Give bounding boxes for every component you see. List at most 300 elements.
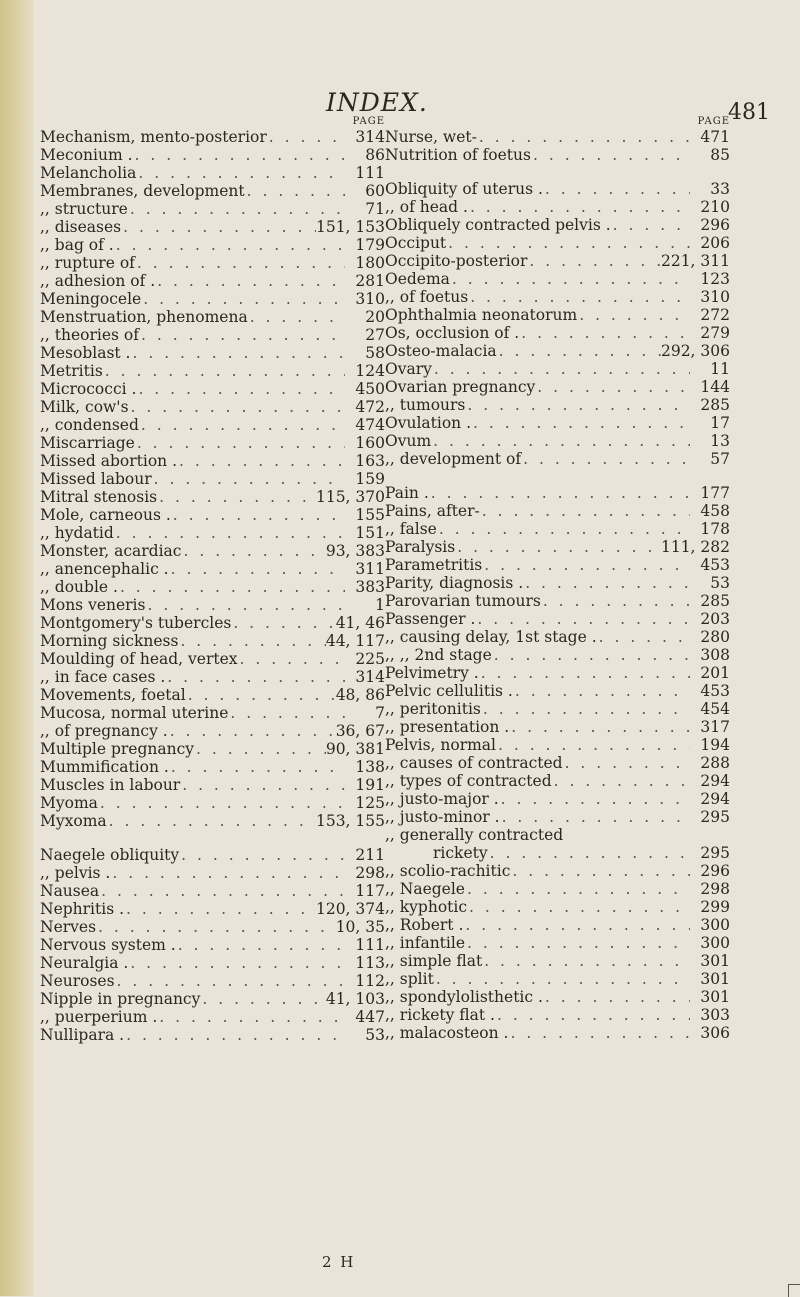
index-page-refs: 112 bbox=[355, 972, 385, 990]
dot-leader bbox=[168, 722, 336, 740]
index-entry bbox=[40, 972, 385, 990]
dot-leader bbox=[488, 844, 690, 862]
index-entry bbox=[40, 344, 385, 362]
dot-leader bbox=[611, 216, 690, 234]
index-page-refs: 151, 153 bbox=[315, 218, 385, 236]
index-entry bbox=[40, 740, 385, 758]
index-term: Obliquely contracted pelvis . bbox=[385, 216, 611, 234]
dot-leader bbox=[128, 200, 345, 218]
dot-leader bbox=[467, 898, 690, 916]
index-entry bbox=[385, 360, 730, 378]
index-page-refs: 314 bbox=[355, 668, 385, 686]
index-page-refs: 311 bbox=[355, 560, 385, 578]
index-page-refs: 450 bbox=[355, 380, 385, 398]
index-page-refs: 53 bbox=[365, 1026, 385, 1044]
index-page-refs: 285 bbox=[700, 592, 730, 610]
index-entry bbox=[40, 254, 385, 272]
dot-leader bbox=[523, 574, 690, 592]
index-page-refs: 53 bbox=[710, 574, 730, 592]
index-term: Pelvis, normal bbox=[385, 736, 497, 754]
index-entry bbox=[385, 128, 730, 146]
index-term: Ovum bbox=[385, 432, 432, 450]
index-entry bbox=[40, 918, 385, 936]
dot-leader bbox=[552, 772, 690, 790]
index-entry bbox=[385, 808, 730, 826]
index-term: Pain . bbox=[385, 484, 429, 502]
index-page-refs: 298 bbox=[355, 864, 385, 882]
index-entry bbox=[40, 542, 385, 560]
index-term: ,, in face cases . bbox=[40, 668, 166, 686]
index-entry bbox=[385, 988, 730, 1006]
index-entry bbox=[385, 306, 730, 324]
dot-leader bbox=[510, 862, 690, 880]
page-number: 481 bbox=[728, 100, 770, 125]
index-term: Nausea bbox=[40, 882, 100, 900]
index-entry bbox=[40, 864, 385, 882]
index-entry bbox=[40, 236, 385, 254]
index-entry bbox=[385, 198, 730, 216]
index-page-refs: 155 bbox=[355, 506, 385, 524]
dot-leader bbox=[465, 880, 690, 898]
index-term: Mechanism, mento-posterior bbox=[40, 128, 267, 146]
index-term: ,, hydatid bbox=[40, 524, 114, 542]
index-page-refs: 120, 374 bbox=[315, 900, 385, 918]
dot-leader bbox=[194, 740, 326, 758]
letter-section-gap bbox=[40, 830, 385, 846]
dot-leader bbox=[248, 308, 345, 326]
index-term: Missed abortion . bbox=[40, 452, 178, 470]
index-term: Missed labour bbox=[40, 470, 152, 488]
index-page-refs: 111, 282 bbox=[660, 538, 730, 556]
index-entry bbox=[385, 324, 730, 342]
dot-leader bbox=[155, 272, 345, 290]
dot-leader bbox=[179, 846, 345, 864]
index-page-refs: 300 bbox=[700, 934, 730, 952]
index-entry bbox=[40, 776, 385, 794]
dot-leader bbox=[482, 952, 690, 970]
dot-leader bbox=[176, 936, 345, 954]
index-term: Miscarriage bbox=[40, 434, 135, 452]
letter-section-gap bbox=[385, 468, 730, 484]
index-page-refs: 301 bbox=[700, 988, 730, 1006]
index-term: ,, anencephalic . bbox=[40, 560, 169, 578]
index-page-refs: 211 bbox=[355, 846, 385, 864]
index-entry bbox=[40, 560, 385, 578]
index-entry bbox=[40, 182, 385, 200]
dot-leader bbox=[177, 452, 345, 470]
index-entry bbox=[385, 378, 730, 396]
index-page-refs: 123 bbox=[700, 270, 730, 288]
index-term: Osteo-malacia bbox=[385, 342, 497, 360]
index-entry bbox=[385, 898, 730, 916]
dot-leader bbox=[465, 934, 690, 952]
index-entry bbox=[385, 664, 730, 682]
index-term: ,, Robert . bbox=[385, 916, 464, 934]
dot-leader bbox=[228, 704, 345, 722]
dot-leader bbox=[497, 342, 661, 360]
index-entry bbox=[40, 936, 385, 954]
dot-leader bbox=[135, 434, 345, 452]
dot-leader bbox=[465, 396, 690, 414]
index-page-refs: 203 bbox=[700, 610, 730, 628]
index-page-refs: 285 bbox=[700, 396, 730, 414]
index-entry bbox=[40, 882, 385, 900]
dot-leader bbox=[499, 790, 690, 808]
index-entry bbox=[385, 288, 730, 306]
index-entry bbox=[385, 502, 730, 520]
index-entry bbox=[40, 596, 385, 614]
index-term: Mole, carneous . bbox=[40, 506, 171, 524]
index-page-refs: 11 bbox=[710, 360, 730, 378]
index-page-refs: 111 bbox=[355, 164, 385, 182]
index-term: ,, presentation . bbox=[385, 718, 510, 736]
index-entry bbox=[40, 812, 385, 830]
index-entry bbox=[40, 380, 385, 398]
dot-leader bbox=[186, 686, 336, 704]
index-entry bbox=[385, 862, 730, 880]
index-page-refs: 20 bbox=[365, 308, 385, 326]
index-page-refs: 124 bbox=[355, 362, 385, 380]
dot-leader bbox=[157, 488, 316, 506]
index-term: Melancholia bbox=[40, 164, 137, 182]
index-entry bbox=[40, 722, 385, 740]
index-page-refs: 44, 117 bbox=[325, 632, 385, 650]
dot-leader bbox=[103, 362, 345, 380]
index-page-refs: 299 bbox=[700, 898, 730, 916]
page-title: INDEX. bbox=[326, 88, 428, 117]
dot-leader bbox=[169, 560, 345, 578]
dot-leader bbox=[99, 882, 345, 900]
index-page-refs: 144 bbox=[700, 378, 730, 396]
dot-leader bbox=[535, 378, 690, 396]
index-entry bbox=[385, 180, 730, 198]
index-entry bbox=[385, 216, 730, 234]
index-entry bbox=[385, 826, 730, 844]
index-page-refs: 301 bbox=[700, 952, 730, 970]
dot-leader bbox=[463, 916, 690, 934]
index-entry bbox=[40, 900, 385, 918]
index-entry bbox=[385, 646, 730, 664]
dot-leader bbox=[178, 632, 325, 650]
index-term: ,, causing delay, 1st stage . bbox=[385, 628, 597, 646]
index-term: Movements, foetal bbox=[40, 686, 186, 704]
index-page-refs: 296 bbox=[700, 216, 730, 234]
dot-leader bbox=[468, 288, 690, 306]
index-term: Paralysis bbox=[385, 538, 456, 556]
index-page-refs: 310 bbox=[355, 290, 385, 308]
dot-leader bbox=[446, 234, 690, 252]
index-column-left bbox=[40, 116, 385, 1044]
dot-leader bbox=[513, 682, 690, 700]
index-page-refs: 303 bbox=[700, 1006, 730, 1024]
index-entry bbox=[40, 200, 385, 218]
index-term: Ophthalmia neonatorum bbox=[385, 306, 578, 324]
index-entry bbox=[40, 650, 385, 668]
index-page-refs: 58 bbox=[365, 344, 385, 362]
index-entry bbox=[40, 362, 385, 380]
index-term: ,, double . bbox=[40, 578, 118, 596]
index-page-refs: 458 bbox=[700, 502, 730, 520]
dot-leader bbox=[482, 556, 690, 574]
index-page-refs: 272 bbox=[700, 306, 730, 324]
index-entry bbox=[385, 844, 730, 862]
index-entry bbox=[385, 880, 730, 898]
index-page-refs: 163 bbox=[355, 452, 385, 470]
index-page-refs: 153, 155 bbox=[315, 812, 385, 830]
crop-corner-mark bbox=[788, 1284, 800, 1297]
index-entry bbox=[385, 934, 730, 952]
index-page-refs: 201 bbox=[700, 664, 730, 682]
index-entry bbox=[385, 772, 730, 790]
index-entry bbox=[40, 218, 385, 236]
index-entry bbox=[40, 398, 385, 416]
index-term: Milk, cow's bbox=[40, 398, 129, 416]
dot-leader bbox=[128, 954, 345, 972]
index-term: ,, infantile bbox=[385, 934, 465, 952]
index-entry bbox=[40, 668, 385, 686]
dot-leader bbox=[495, 1006, 690, 1024]
index-term: Nerves bbox=[40, 918, 97, 936]
index-page-refs: 7 bbox=[375, 704, 385, 722]
index-page-refs: 294 bbox=[700, 772, 730, 790]
dot-leader bbox=[531, 146, 690, 164]
index-term: Mummification . bbox=[40, 758, 169, 776]
dot-leader bbox=[508, 1024, 690, 1042]
dot-leader bbox=[157, 1008, 345, 1026]
index-entry bbox=[385, 252, 730, 270]
index-entry bbox=[40, 146, 385, 164]
index-term: ,, puerperium . bbox=[40, 1008, 158, 1026]
index-entry bbox=[40, 326, 385, 344]
dot-leader bbox=[152, 470, 345, 488]
index-entry bbox=[385, 736, 730, 754]
index-entry bbox=[385, 700, 730, 718]
dot-leader bbox=[597, 628, 690, 646]
index-term: ,, ,, 2nd stage bbox=[385, 646, 492, 664]
index-term: Oedema bbox=[385, 270, 450, 288]
index-term: rickety bbox=[433, 844, 488, 862]
index-page-refs: 117 bbox=[355, 882, 385, 900]
dot-leader bbox=[121, 218, 316, 236]
index-page-refs: 301 bbox=[700, 970, 730, 988]
index-entry bbox=[40, 990, 385, 1008]
index-term: ,, rupture of bbox=[40, 254, 135, 272]
page-column-label: PAGE bbox=[697, 116, 730, 127]
index-term: Micrococci . bbox=[40, 380, 137, 398]
index-page-refs: 210 bbox=[700, 198, 730, 216]
dot-leader bbox=[135, 254, 345, 272]
dot-leader bbox=[181, 542, 325, 560]
dot-leader bbox=[468, 198, 690, 216]
index-entry bbox=[385, 538, 730, 556]
index-entry bbox=[385, 146, 730, 164]
index-term: Myoma bbox=[40, 794, 98, 812]
index-term: Moulding of head, vertex bbox=[40, 650, 238, 668]
dot-leader bbox=[110, 864, 345, 882]
index-page-refs: 41, 103 bbox=[325, 990, 385, 1008]
dot-leader bbox=[114, 236, 345, 254]
index-entry bbox=[385, 342, 730, 360]
index-term: Morning sickness bbox=[40, 632, 179, 650]
index-term: Parity, diagnosis . bbox=[385, 574, 524, 592]
index-term: Muscles in labour bbox=[40, 776, 181, 794]
index-entry bbox=[385, 1006, 730, 1024]
index-column-right bbox=[385, 116, 730, 1042]
index-term: Ovarian pregnancy bbox=[385, 378, 536, 396]
index-entry bbox=[385, 1024, 730, 1042]
index-page-refs: 151 bbox=[355, 524, 385, 542]
dot-leader bbox=[114, 524, 345, 542]
index-term: Nervous system . bbox=[40, 936, 176, 954]
index-term: Mesoblast . bbox=[40, 344, 131, 362]
index-page-refs: 111 bbox=[355, 936, 385, 954]
index-entry bbox=[385, 610, 730, 628]
index-entry bbox=[385, 396, 730, 414]
index-page-refs: 295 bbox=[700, 808, 730, 826]
page-binding-edge bbox=[0, 0, 34, 1296]
index-page-refs: 314 bbox=[355, 128, 385, 146]
index-entry bbox=[385, 432, 730, 450]
index-page-refs: 125 bbox=[355, 794, 385, 812]
index-page-refs: 113 bbox=[355, 954, 385, 972]
index-entry bbox=[385, 520, 730, 538]
index-page-refs: 279 bbox=[700, 324, 730, 342]
dot-leader bbox=[509, 718, 690, 736]
index-term: Ovulation . bbox=[385, 414, 471, 432]
index-term: ,, condensed bbox=[40, 416, 139, 434]
index-term: Parovarian tumours bbox=[385, 592, 541, 610]
index-page-refs: 206 bbox=[700, 234, 730, 252]
index-page-refs: 138 bbox=[355, 758, 385, 776]
index-term: ,, split bbox=[385, 970, 434, 988]
index-page-refs: 453 bbox=[700, 556, 730, 574]
index-page-refs: 48, 86 bbox=[335, 686, 385, 704]
signature-mark: 2 H bbox=[322, 1253, 356, 1271]
dot-leader bbox=[543, 180, 690, 198]
dot-leader bbox=[577, 306, 690, 324]
index-entry bbox=[40, 128, 385, 146]
dot-leader bbox=[429, 484, 690, 502]
dot-leader bbox=[145, 596, 345, 614]
index-term: ,, of pregnancy . bbox=[40, 722, 168, 740]
dot-leader bbox=[124, 900, 316, 918]
index-entry bbox=[40, 614, 385, 632]
index-term: ,, justo-major . bbox=[385, 790, 499, 808]
index-entry bbox=[40, 470, 385, 488]
dot-leader bbox=[521, 450, 690, 468]
index-page-refs: 33 bbox=[710, 180, 730, 198]
index-term: Mons veneris bbox=[40, 596, 146, 614]
dot-leader bbox=[107, 812, 316, 830]
dot-leader bbox=[245, 182, 345, 200]
index-entry bbox=[40, 290, 385, 308]
index-page-refs: 471 bbox=[700, 128, 730, 146]
index-term: Occiput bbox=[385, 234, 447, 252]
dot-leader bbox=[171, 506, 345, 524]
index-page-refs: 310 bbox=[700, 288, 730, 306]
dot-leader bbox=[124, 1026, 345, 1044]
index-page-refs: 281 bbox=[355, 272, 385, 290]
dot-leader bbox=[267, 128, 345, 146]
index-page-refs: 60 bbox=[365, 182, 385, 200]
dot-leader bbox=[200, 990, 325, 1008]
index-entry bbox=[40, 488, 385, 506]
index-term: ,, rickety flat . bbox=[385, 1006, 495, 1024]
index-entry bbox=[40, 686, 385, 704]
index-entry bbox=[40, 506, 385, 524]
dot-leader bbox=[434, 970, 690, 988]
dot-leader bbox=[136, 380, 345, 398]
index-page-refs: 300 bbox=[700, 916, 730, 934]
index-term: ,, diseases bbox=[40, 218, 122, 236]
index-entry bbox=[385, 754, 730, 772]
index-term: ,, pelvis . bbox=[40, 864, 111, 882]
dot-leader bbox=[118, 578, 345, 596]
index-term: Nullipara . bbox=[40, 1026, 125, 1044]
index-page-refs: 85 bbox=[710, 146, 730, 164]
index-entry bbox=[385, 952, 730, 970]
index-term: Neuroses bbox=[40, 972, 115, 990]
index-entry bbox=[40, 578, 385, 596]
index-page-refs: 317 bbox=[700, 718, 730, 736]
page-column-label: PAGE bbox=[352, 116, 385, 127]
dot-leader bbox=[492, 646, 690, 664]
index-page-refs: 115, 370 bbox=[315, 488, 385, 506]
dot-leader bbox=[231, 614, 335, 632]
index-page-refs: 13 bbox=[710, 432, 730, 450]
index-term: ,, of foetus bbox=[385, 288, 469, 306]
index-term: Nutrition of foetus bbox=[385, 146, 531, 164]
dot-leader bbox=[115, 972, 345, 990]
index-page-refs: 383 bbox=[355, 578, 385, 596]
index-term: Pelvimetry . bbox=[385, 664, 479, 682]
index-page-refs: 308 bbox=[700, 646, 730, 664]
index-entry bbox=[385, 574, 730, 592]
index-term: Multiple pregnancy bbox=[40, 740, 195, 758]
index-page-refs: 454 bbox=[700, 700, 730, 718]
index-term: Nurse, wet- bbox=[385, 128, 477, 146]
index-page-refs: 178 bbox=[700, 520, 730, 538]
index-term: Parametritis bbox=[385, 556, 483, 574]
index-term: Meningocele bbox=[40, 290, 142, 308]
index-page-refs: 1 bbox=[375, 596, 385, 614]
index-entry bbox=[385, 234, 730, 252]
index-page-refs: 306 bbox=[700, 1024, 730, 1042]
index-term: ,, types of contracted bbox=[385, 772, 552, 790]
dot-leader bbox=[431, 432, 690, 450]
index-entry bbox=[385, 916, 730, 934]
index-page-refs: 453 bbox=[700, 682, 730, 700]
index-entry bbox=[385, 790, 730, 808]
index-page-refs: 298 bbox=[700, 880, 730, 898]
index-term: ,, Naegele bbox=[385, 880, 465, 898]
index-term: ,, false bbox=[385, 520, 437, 538]
index-page-refs: 292, 306 bbox=[660, 342, 730, 360]
index-page-refs: 295 bbox=[700, 844, 730, 862]
index-term: Meconium . bbox=[40, 146, 133, 164]
index-entry bbox=[385, 556, 730, 574]
index-page-refs: 194 bbox=[700, 736, 730, 754]
index-entry bbox=[385, 592, 730, 610]
index-term: Membranes, development bbox=[40, 182, 245, 200]
index-entry bbox=[40, 416, 385, 434]
index-page-refs: 280 bbox=[700, 628, 730, 646]
index-page-refs: 17 bbox=[710, 414, 730, 432]
index-page-refs: 191 bbox=[355, 776, 385, 794]
letter-section-gap bbox=[385, 164, 730, 180]
index-term: ,, of head . bbox=[385, 198, 468, 216]
index-term: ,, structure bbox=[40, 200, 128, 218]
